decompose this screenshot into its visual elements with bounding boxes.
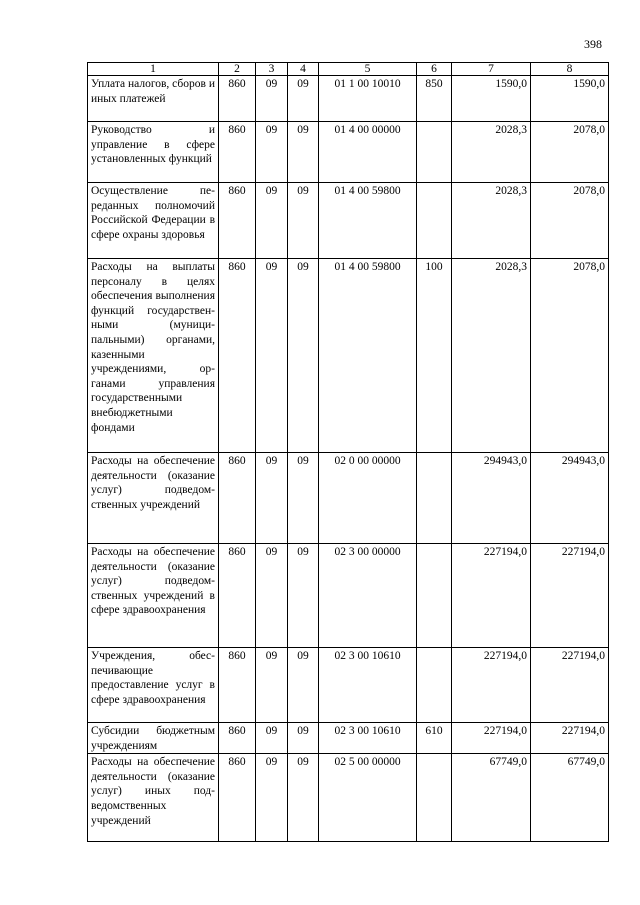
row-section: 09 — [256, 544, 288, 648]
row-sum-year-1: 227194,0 — [452, 544, 531, 648]
budget-table — [87, 62, 609, 842]
row-expense-type: 850 — [417, 76, 452, 122]
row-expense-type — [417, 122, 452, 183]
row-ved: 860 — [219, 76, 256, 122]
row-name: Расходы на обеспечение деятельности (оказание услуг) подведомственных учреждений — [88, 453, 219, 544]
row-target-article: 02 3 00 00000 — [319, 544, 417, 648]
row-expense-type — [417, 648, 452, 723]
row-target-article: 01 4 00 59800 — [319, 259, 417, 453]
row-sum-year-2: 227194,0 — [531, 544, 609, 648]
row-expense-type — [417, 183, 452, 259]
column-header: 8 — [531, 63, 609, 76]
table-row — [88, 723, 609, 754]
row-name: Расходы на обеспечение деятельности (оказание услуг) иных подведомственных учреждений — [88, 754, 219, 842]
row-expense-type: 610 — [417, 723, 452, 754]
row-sum-year-2: 227194,0 — [531, 648, 609, 723]
row-sum-year-2: 2078,0 — [531, 122, 609, 183]
page-number: 398 — [584, 37, 602, 51]
table-row — [88, 544, 609, 648]
row-name: Учреждения, обеспечивающие предоставление услуг в сфере здравоохранения — [88, 648, 219, 723]
table-row — [88, 183, 609, 259]
row-target-article: 01 4 00 59800 — [319, 183, 417, 259]
row-subsection: 09 — [288, 76, 319, 122]
column-header: 1 — [88, 63, 219, 76]
row-sum-year-1: 227194,0 — [452, 648, 531, 723]
column-header: 4 — [288, 63, 319, 76]
row-sum-year-1: 2028,3 — [452, 183, 531, 259]
row-section: 09 — [256, 723, 288, 754]
row-sum-year-2: 2078,0 — [531, 183, 609, 259]
row-subsection: 09 — [288, 754, 319, 842]
row-name: Осуществление переданных полномочий Российской Федерации в сфере охраны здоровья — [88, 183, 219, 259]
row-subsection: 09 — [288, 544, 319, 648]
row-sum-year-1: 1590,0 — [452, 76, 531, 122]
row-sum-year-1: 67749,0 — [452, 754, 531, 842]
row-target-article: 02 5 00 00000 — [319, 754, 417, 842]
row-sum-year-1: 294943,0 — [452, 453, 531, 544]
row-ved: 860 — [219, 544, 256, 648]
row-section: 09 — [256, 259, 288, 453]
row-ved: 860 — [219, 723, 256, 754]
row-section: 09 — [256, 122, 288, 183]
row-target-article: 01 1 00 10010 — [319, 76, 417, 122]
column-header: 7 — [452, 63, 531, 76]
row-sum-year-1: 227194,0 — [452, 723, 531, 754]
row-subsection: 09 — [288, 183, 319, 259]
row-expense-type — [417, 544, 452, 648]
row-ved: 860 — [219, 259, 256, 453]
row-subsection: 09 — [288, 453, 319, 544]
row-expense-type: 100 — [417, 259, 452, 453]
row-section: 09 — [256, 453, 288, 544]
column-header: 5 — [319, 63, 417, 76]
row-ved: 860 — [219, 183, 256, 259]
table-header-row — [88, 63, 609, 76]
row-name: Расходы на обеспечение деятельности (оказание услуг) подведомственных учреждений в сфере здравоохранения — [88, 544, 219, 648]
row-subsection: 09 — [288, 648, 319, 723]
row-sum-year-2: 294943,0 — [531, 453, 609, 544]
row-section: 09 — [256, 648, 288, 723]
row-expense-type — [417, 453, 452, 544]
row-subsection: 09 — [288, 259, 319, 453]
column-header: 6 — [417, 63, 452, 76]
row-section: 09 — [256, 183, 288, 259]
row-name: Субсидии бюджетным учреждениям — [88, 723, 219, 754]
row-target-article: 02 3 00 10610 — [319, 648, 417, 723]
row-expense-type — [417, 754, 452, 842]
row-ved: 860 — [219, 453, 256, 544]
row-sum-year-2: 1590,0 — [531, 76, 609, 122]
row-sum-year-1: 2028,3 — [452, 122, 531, 183]
row-section: 09 — [256, 754, 288, 842]
column-header: 2 — [219, 63, 256, 76]
row-sum-year-2: 2078,0 — [531, 259, 609, 453]
table-row — [88, 453, 609, 544]
table-row — [88, 648, 609, 723]
row-subsection: 09 — [288, 723, 319, 754]
row-sum-year-1: 2028,3 — [452, 259, 531, 453]
row-target-article: 02 0 00 00000 — [319, 453, 417, 544]
table-row — [88, 122, 609, 183]
row-subsection: 09 — [288, 122, 319, 183]
row-target-article: 01 4 00 00000 — [319, 122, 417, 183]
table-row — [88, 259, 609, 453]
row-name: Руководство и управление в сфере установленных функций — [88, 122, 219, 183]
row-name: Уплата налогов, сборов и иных платежей — [88, 76, 219, 122]
row-ved: 860 — [219, 122, 256, 183]
row-section: 09 — [256, 76, 288, 122]
table-row — [88, 76, 609, 122]
column-header: 3 — [256, 63, 288, 76]
row-ved: 860 — [219, 754, 256, 842]
row-name: Расходы на выплаты персоналу в целях обеспечения выполнения функций государственными (муниципальными) органами, казенными учреждениями, органами управления государственными внебюджетными фондами — [88, 259, 219, 453]
row-sum-year-2: 227194,0 — [531, 723, 609, 754]
table-row — [88, 754, 609, 842]
row-target-article: 02 3 00 10610 — [319, 723, 417, 754]
row-ved: 860 — [219, 648, 256, 723]
row-sum-year-2: 67749,0 — [531, 754, 609, 842]
